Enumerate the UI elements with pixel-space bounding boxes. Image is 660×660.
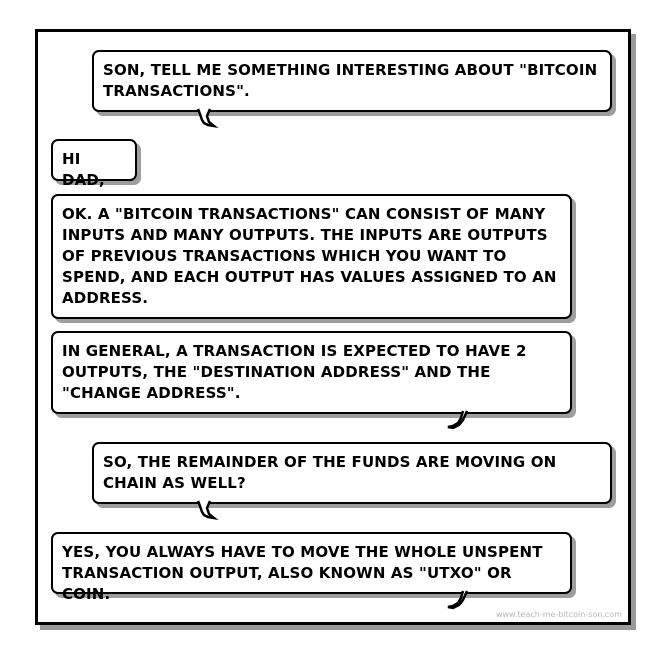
speech-bubble-son-utxo: [51, 532, 572, 603]
speech-bubble-son-greeting: [51, 139, 137, 189]
speech-bubble-son-explanation: [51, 194, 572, 319]
speech-bubble-dad-question: [92, 50, 612, 112]
bubble-text: SO, THE REMAINDER OF THE FUNDS ARE MOVING ON CHAIN AS WELL?: [103, 453, 557, 492]
bubble-text: YES, YOU ALWAYS HAVE TO MOVE THE WHOLE UNSPENT TRANSACTION OUTPUT, ALSO KNOWN AS "UTXO" OR COIN.: [62, 543, 543, 603]
speech-tail-icon: [443, 590, 469, 612]
speech-bubble-son-outputs: [51, 331, 572, 414]
speech-bubble-dad-followup: [92, 442, 612, 504]
bubble-text: OK. A "BITCOIN TRANSACTIONS" CAN CONSIST OF MANY INPUTS AND MANY OUTPUTS. THE INPUTS ARE OUTPUTS OF PREVIOUS TRANSACTIONS WHICH YOU WANT TO SPEND, AND EACH OUTPUT HAS VALUES ASSIGNED TO AN ADDRESS.: [62, 205, 557, 307]
speech-tail-icon: [196, 108, 222, 130]
comic-panel: [35, 29, 631, 625]
speech-tail-icon: [196, 500, 222, 522]
bubble-text: HI DAD,: [62, 150, 105, 189]
bubble-text: SON, TELL ME SOMETHING INTERESTING ABOUT "BITCOIN TRANSACTIONS".: [103, 61, 598, 100]
speech-tail-icon: [443, 410, 469, 432]
watermark: www.teach-me-bitcoin-son.com: [495, 610, 622, 619]
bubble-text: IN GENERAL, A TRANSACTION IS EXPECTED TO HAVE 2 OUTPUTS, THE "DESTINATION ADDRESS" AND THE "CHANGE ADDRESS".: [62, 342, 527, 402]
